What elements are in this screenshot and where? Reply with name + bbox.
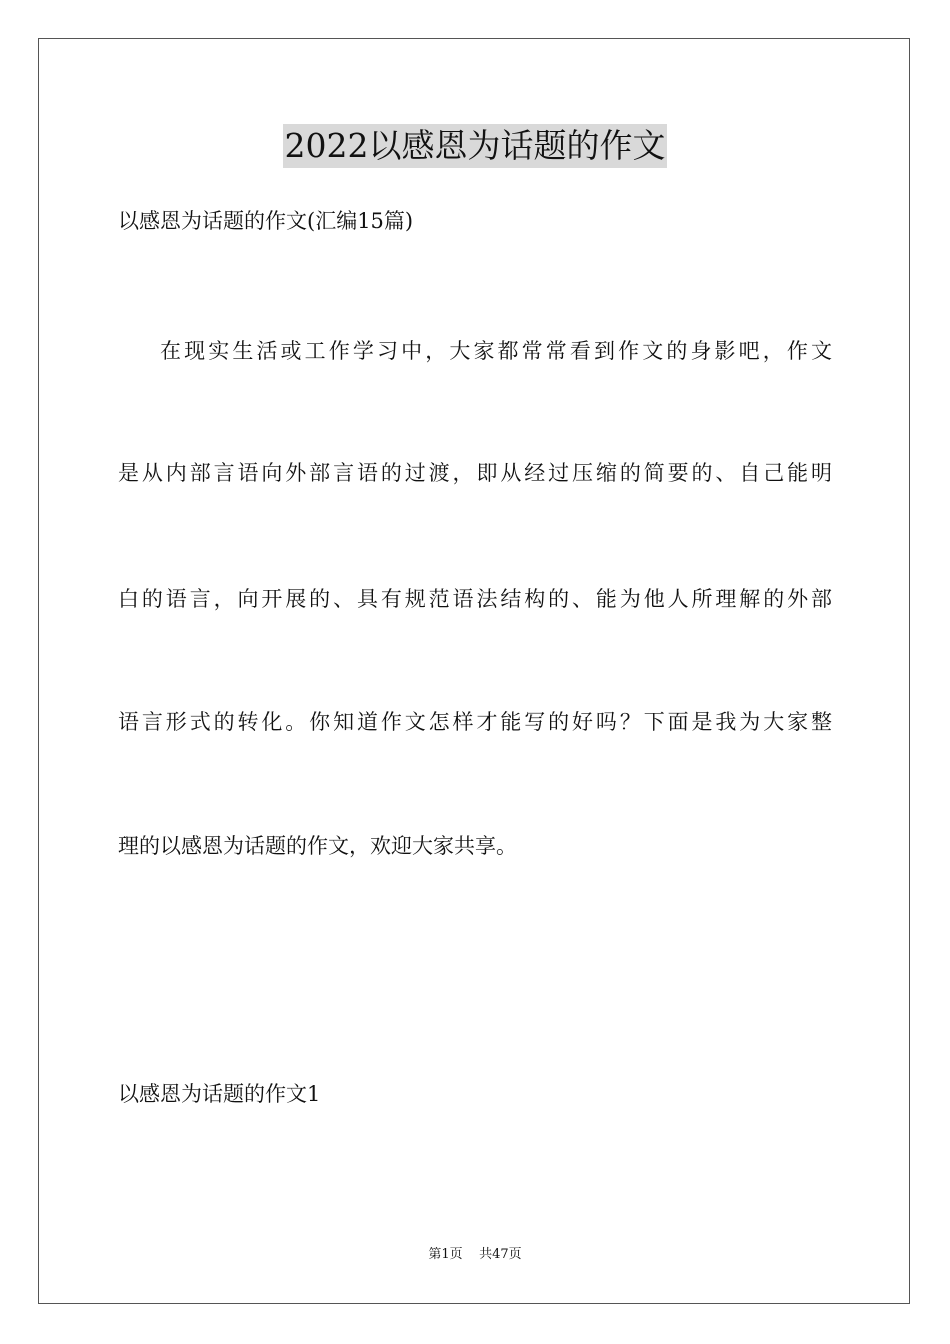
page-number: 第1页 [428, 1247, 463, 1262]
paragraph-line-3: 白的语言，向开展的、具有规范语法结构的、能为他人所理解的外部 [118, 587, 832, 611]
document-subtitle: 以感恩为话题的作文(汇编15篇) [118, 209, 414, 233]
title-container [0, 124, 950, 168]
paragraph-line-2: 是从内部言语向外部言语的过渡，即从经过压缩的简要的、自己能明 [118, 461, 832, 485]
paragraph-line-1: 在现实生活或工作学习中，大家都常常看到作文的身影吧，作文 [160, 339, 832, 363]
section-heading: 以感恩为话题的作文1 [118, 1082, 321, 1106]
document-title: 2022以感恩为话题的作文 [283, 124, 668, 168]
page-total: 共47页 [479, 1247, 522, 1262]
page-footer [0, 1246, 950, 1264]
paragraph-line-4: 语言形式的转化。你知道作文怎样才能写的好吗？下面是我为大家整 [118, 710, 832, 734]
paragraph-line-5: 理的以感恩为话题的作文，欢迎大家共享。 [118, 834, 517, 858]
